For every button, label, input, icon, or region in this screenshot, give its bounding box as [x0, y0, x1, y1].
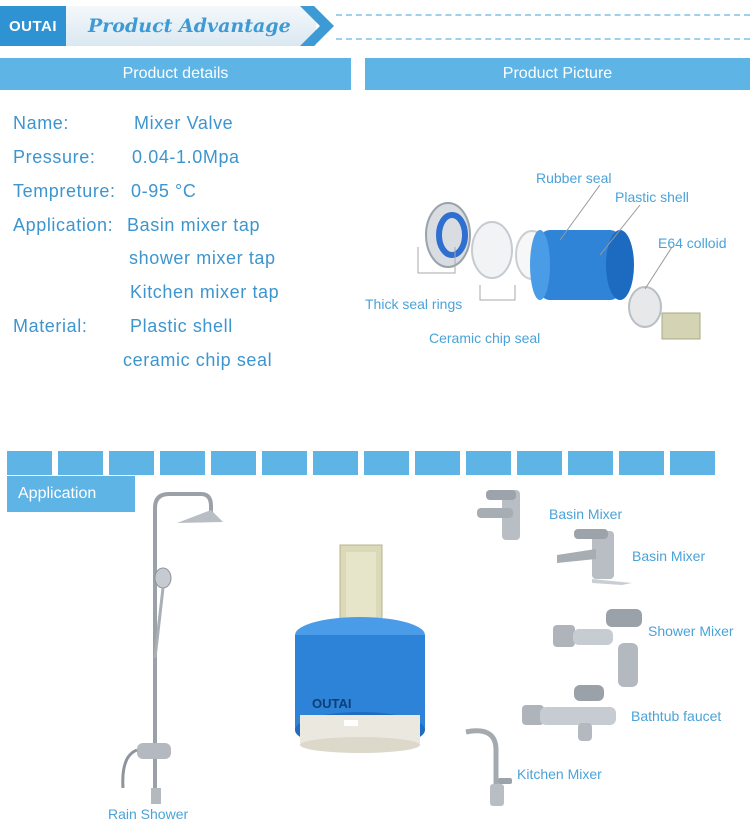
shower-mixer-image [548, 603, 648, 689]
part-label-rubber-seal: Rubber seal [536, 170, 612, 186]
spec-material-value: ceramic chip seal [123, 350, 273, 370]
spec-temperature-label: Tempreture: [13, 181, 116, 201]
spec-application-value: Kitchen mixer tap [130, 282, 280, 302]
spec-application-label: Application: [13, 215, 114, 235]
spec-name-value: Mixer Valve [134, 113, 234, 133]
spec-application-value: shower mixer tap [129, 248, 276, 268]
product-label-basin-mixer: Basin Mixer [632, 548, 706, 564]
product-label-kitchen-mixer: Kitchen Mixer [517, 766, 602, 782]
divider [336, 38, 750, 40]
cartridge-brand-text: OUTAI [312, 696, 352, 711]
part-label-thick-seal-rings: Thick seal rings [365, 296, 463, 312]
page-title-banner [66, 6, 316, 46]
part-label-plastic-shell: Plastic shell [615, 189, 689, 205]
spec-pressure-value: 0.04-1.0Mpa [132, 147, 240, 167]
chevron-right-icon [300, 6, 340, 46]
spec-name-label: Name: [13, 113, 70, 133]
product-label-rain-shower: Rain Shower [108, 806, 189, 822]
cartridge-image [290, 540, 440, 755]
rain-shower-image [115, 488, 225, 808]
product-label-shower-mixer: Shower Mixer [648, 623, 734, 639]
decorative-block-row [7, 451, 715, 475]
spec-temperature-value: 0-95 °C [131, 181, 197, 201]
product-label-bathtub-faucet: Bathtub faucet [631, 708, 722, 724]
section-header-product-picture: Product Picture [365, 58, 750, 90]
page-title: Product Advantage [88, 15, 291, 37]
spec-material-value: Plastic shell [130, 316, 233, 336]
divider [336, 14, 750, 16]
basin-mixer-image [472, 486, 542, 556]
part-label-ceramic-chip-seal: Ceramic chip seal [429, 330, 541, 346]
section-header-application: Application [7, 476, 135, 512]
part-label-e64-colloid: E64 colloid [658, 235, 727, 251]
brand-logo: OUTAI [0, 6, 66, 46]
basin-mixer-image [552, 527, 634, 587]
bathtub-faucet-image [518, 683, 620, 745]
product-label-basin-mixer: Basin Mixer [549, 506, 623, 522]
spec-material-label: Material: [13, 316, 88, 336]
spec-pressure-label: Pressure: [13, 147, 96, 167]
spec-application-value: Basin mixer tap [127, 215, 261, 235]
kitchen-mixer-image [462, 726, 514, 810]
section-header-product-details: Product details [0, 58, 351, 90]
